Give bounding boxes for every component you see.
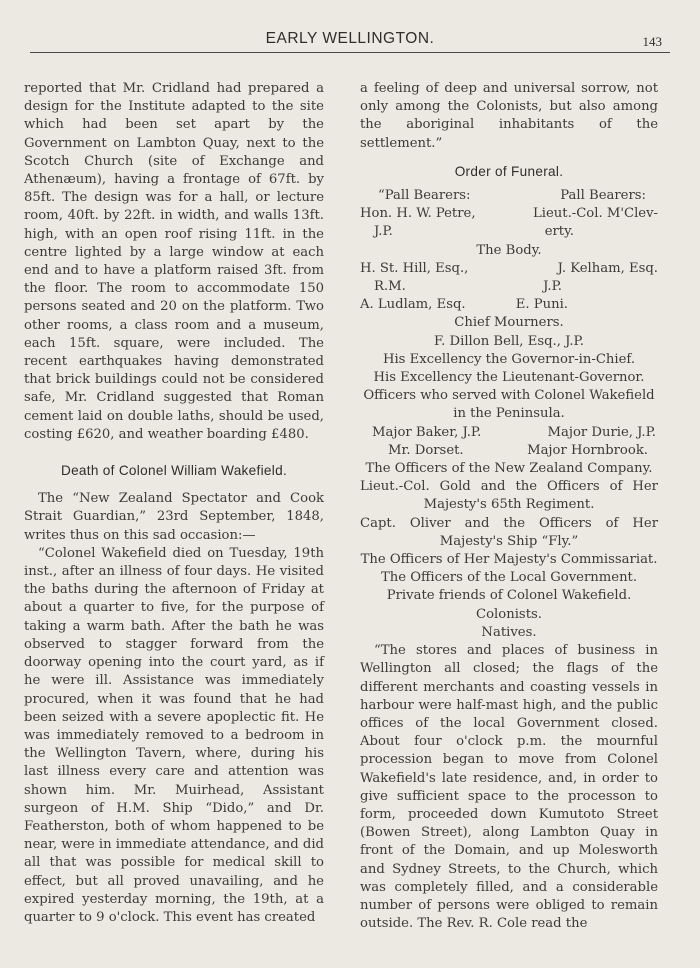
pall-bearers-row	[364, 187, 658, 205]
pall-bearers-label-left: “Pall Bearers:	[378, 188, 471, 204]
pall-bearer-mcleverty: Lieut.-Col. M'Clev-	[533, 206, 658, 222]
section-heading-funeral-order: Order of Funeral.	[454, 163, 564, 179]
mourner-gold: Lieut.-Col. Gold and the Officers of Her	[360, 479, 658, 495]
pall-bearers-names-row	[360, 205, 658, 223]
pall-bearer-petre: Hon. H. W. Petre,	[360, 206, 476, 222]
mourner-peninsula-officers: Officers who served with Colonel Wakefield	[363, 388, 655, 404]
mourner-natives: Natives.	[481, 624, 537, 640]
bearers-row-2-titles	[360, 278, 658, 296]
running-title: EARLY WELLINGTON.	[265, 30, 435, 47]
mourner-local-government: The Officers of the Local Government.	[380, 570, 638, 586]
pall-bearers-names-row-cont	[360, 223, 658, 241]
the-body-line: The Body.	[476, 242, 542, 258]
bearer-puni: E. Puni.	[515, 297, 568, 313]
mourner-colonists: Colonists.	[476, 606, 542, 622]
right-column	[360, 80, 658, 933]
majors-row-2	[360, 442, 658, 460]
bearer-kelham-title: J.P.	[543, 279, 562, 295]
bearer-kelham: J. Kelham, Esq.	[557, 260, 658, 276]
majors-row	[360, 424, 658, 442]
mourner-peninsula-cont: in the Peninsula.	[453, 406, 565, 422]
mourner-fly: Majesty's Ship “Fly.”	[439, 533, 579, 549]
mourner-regiment: Majesty's 65th Regiment.	[423, 497, 595, 513]
bearers-row-3	[360, 296, 658, 314]
mourner-dillon-bell: F. Dillon Bell, Esq., J.P.	[434, 333, 584, 349]
paragraph-sorrow: a feeling of deep and universal sorrow, not only among the Colonists, but also among the aboriginal inhabitants of the settlement.”	[360, 81, 658, 151]
paragraph-institute-design: reported that Mr. Cridland had prepared a design for the Institute adapted to the site which had been set apart by the Government on Lambton Quay, next to the Scotch Church (site of Exchange and Athenæum), having a frontage of 67ft. by 85ft. The design was for a hall, or lecture room, 40ft. by 22ft. in width, and walls 13ft. high, with an open roof rising 11ft. in the centre lighted by a large window at each end and to have a platform raised 3ft. from the floor. The room to accommodate 150 persons seated and 20 on the platform. Two other rooms, a class room and a museum, each 15ft. square, were included. The recent earthquakes having demonstrated that brick buildings could not be considered safe, Mr. Cridland suggested that Roman cement laid on double laths, should be used, costing £620, and weather boarding £480.	[24, 81, 324, 442]
pall-bearers-label-right: Pall Bearers:	[560, 188, 646, 204]
page-number: 143	[642, 34, 662, 49]
chief-mourners-line: Chief Mourners.	[454, 315, 564, 331]
pall-bearer-petre-title: J.P.	[374, 224, 393, 240]
bearers-row-2	[360, 260, 658, 278]
mourner-baker: Major Baker, J.P.	[372, 424, 482, 440]
left-column	[24, 80, 324, 927]
section-heading-wakefield-death: Death of Colonel William Wakefield.	[60, 463, 288, 479]
paragraph-spectator-intro: The “New Zealand Spectator and Cook Strait Guardian,” 23rd September, 1848, writes thus on this sad occasion:—	[24, 491, 324, 543]
mourner-governor: His Excellency the Governor-in-Chief.	[382, 351, 636, 367]
pall-bearer-mcleverty-cont: erty.	[544, 224, 574, 240]
mourner-durie: Major Durie, J.P.	[547, 424, 656, 440]
bearer-st-hill-title: R.M.	[374, 279, 406, 295]
paragraph-procession: “The stores and places of business in Wellington all closed; the flags of the different merchants and coasting vessels in harbour were half-mast high, and the public offices of the local Government closed. About four o'clock p.m. the mournful procession began to move from Colonel Wakefield's late residence, and, in order to give sufficient space to the processon to form, proceeded down Kumutoto Street (Bowen Street), along Lambton Quay in front of the Domain, and up Molesworth and Sydney Streets, to the Church, which was completely filled, and a considerable number of persons were obliged to remain outside. The Rev. R. Cole read the	[360, 643, 658, 932]
mourner-commissariat: The Officers of Her Majesty's Commissariat.	[360, 552, 658, 568]
mourner-dorset: Mr. Dorset.	[388, 442, 464, 458]
bearer-st-hill: H. St. Hill, Esq.,	[360, 260, 469, 276]
bearer-ludlam: A. Ludlam, Esq.	[360, 297, 466, 313]
mourner-nz-company: The Officers of the New Zealand Company.	[365, 461, 653, 477]
mourner-oliver: Capt. Oliver and the Officers of Her	[360, 515, 658, 531]
mourner-hornbrook: Major Hornbrook.	[527, 442, 648, 458]
mourner-lt-governor: His Excellency the Lieutenant-Governor.	[373, 370, 645, 386]
mourner-private-friends: Private friends of Colonel Wakefield.	[386, 588, 632, 604]
running-header	[30, 26, 670, 53]
paragraph-wakefield-death: “Colonel Wakefield died on Tuesday, 19th inst., after an illness of four days. He visited the baths during the afternoon of Friday at about a quarter to five, for the purpose of taking a warm bath. After the bath he was observed to stagger forward from the doorway opening into the court yard, as if he were ill. Assistance was immediately procured, when it was found that he had been seized with a severe apoplectic fit. He was immediately removed to a bedroom in the Wellington Tavern, where, during his last illness every care and attention was shown him. Mr. Muirhead, Assistant surgeon of H.M. Ship “Dido,” and Dr. Featherston, both of whom happened to be near, were in immediate attendance, and did all that was possible for medical skill to effect, but all proved unavailing, and he expired yesterday morning, the 19th, at a quarter to 9 o'clock. This event has created	[24, 545, 324, 925]
